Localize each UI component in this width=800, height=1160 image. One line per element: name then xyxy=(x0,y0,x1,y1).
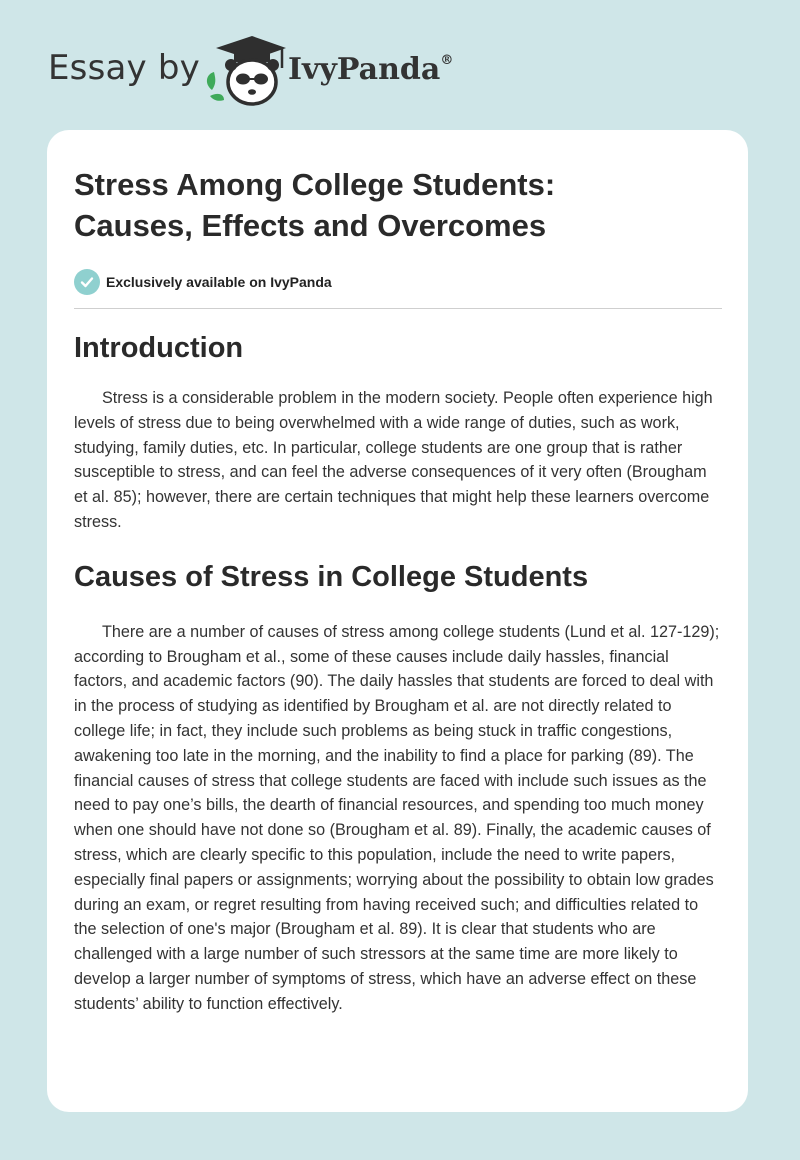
essay-card xyxy=(47,130,748,1112)
divider xyxy=(74,308,722,309)
badge-text: Exclusively available on IvyPanda xyxy=(106,274,332,290)
section-heading-causes: Causes of Stress in College Students xyxy=(74,560,589,593)
check-icon xyxy=(74,269,100,295)
brand-prefix: Essay by xyxy=(48,48,200,88)
brand-name: IvyPanda® xyxy=(288,52,454,87)
section-heading-introduction: Introduction xyxy=(74,332,244,364)
panda-logo-icon xyxy=(200,34,286,110)
section-paragraph-introduction: Stress is a considerable problem in the modern society. People often experience high levels of stress due to being overwhelmed with a wide range of duties, such as work, studying, family duties, etc. In particular, college students are one group that is rather susceptible to stress, and can feel the adverse consequences of it very often (Brougham et al. 85); however, there are certain techniques that might help these learners overcome stress. xyxy=(74,389,713,531)
brand-header xyxy=(48,34,508,114)
exclusive-badge xyxy=(74,268,722,296)
essay-title: Stress Among College Students: Causes, Effects and Overcomes xyxy=(74,167,556,243)
section-paragraph-causes: There are a number of causes of stress among college students (Lund et al. 127-129); according to Brougham et al., some of these causes include daily hassles, financial factors, and academic factors (90). The daily hassles that students are forced to deal with in the process of studying as identified by Brougham et al. are not directly related to college life; in fact, they include such problems as being stuck in traffic congestions, awakening too late in the morning, and the inability to find a place for parking (89). The financial causes of stress that college students are faced with include such issues as the need to pay one’s bills, the dearth of financial resources, and spending too much money when one should have not done so (Brougham et al. 89). Finally, the academic causes of stress, which are clearly specific to this population, include the need to write papers, especially final papers or assignments; worrying about the possibility to obtain low grades during an exam, or regret resulting from having received such; and difficulties related to the selection of one's major (Brougham et al. 89). It is clear that students who are challenged with a large number of such stressors at the same time are more likely to develop a larger number of symptoms of stress, which have an adverse effect on these students’ ability to function effectively. xyxy=(74,622,720,1013)
